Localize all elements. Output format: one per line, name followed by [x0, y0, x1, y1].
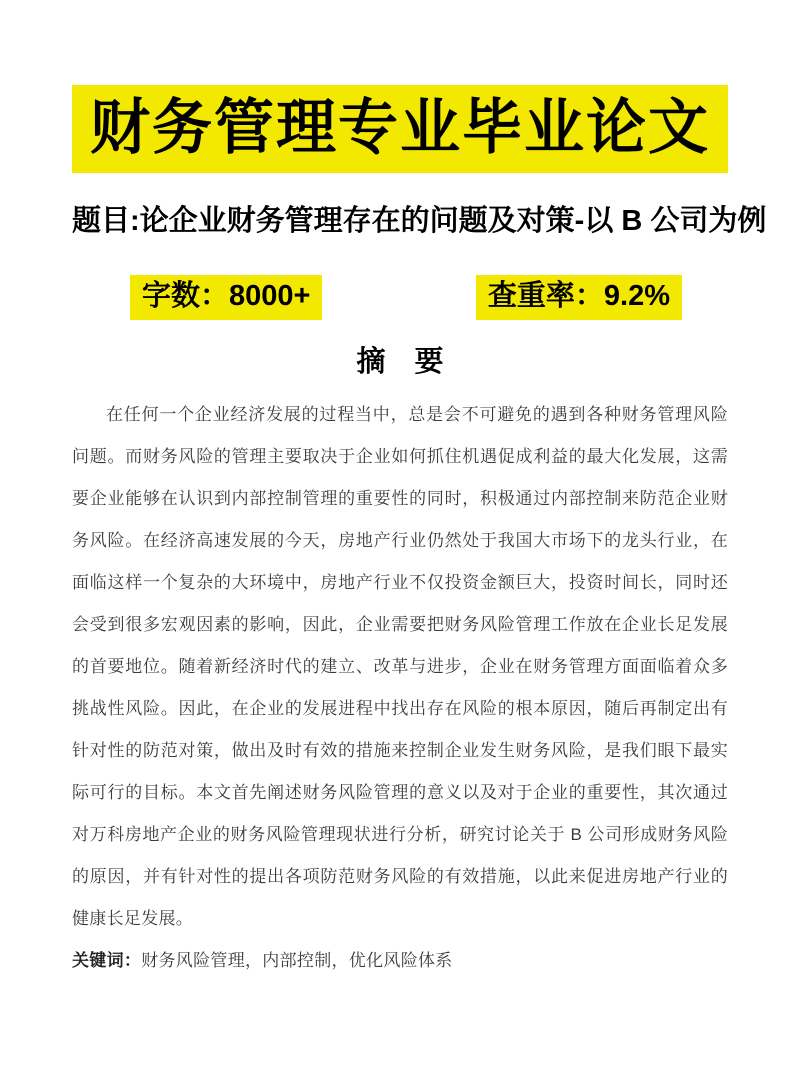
- keywords-text: 财务风险管理，内部控制，优化风险体系: [141, 950, 453, 970]
- keywords-label: 关键词：: [72, 950, 142, 970]
- abstract-paragraph: 在任何一个企业经济发展的过程当中，总是会不可避免的遇到各种财务管理风险问题。而财务风险的管理主要取决于企业如何抓住机遇促成利益的最大化发展，这需要企业能够在认识到内部控制管理的重要性的同时，积极通过内部控制来防范企业财务风险。在经济高速发展的今天，房地产行业仍然处于我国大市场下的龙头行业，在面临这样一个复杂的大环境中，房地产行业不仅投资金额巨大，投资时间长，同时还会受到很多宏观因素的影响，因此，企业需要把财务风险管理工作放在企业长足发展的首要地位。随着新经济时代的建立、改革与进步，企业在财务管理方面面临着众多挑战性风险。因此，在企业的发展进程中找出存在风险的根本原因，随后再制定出有针对性的防范对策，做出及时有效的措施来控制企业发生财务风险，是我们眼下最实际可行的目标。本文首先阐述财务风险管理的意义以及对于企业的重要性，其次通过对万科房地产企业的财务风险管理现状进行分析，研究讨论关于 B 公司形成财务风险的原因，并有针对性的提出各项防范财务风险的有效措施，以此来促进房地产行业的健康长足发展。: [72, 404, 728, 928]
- word-count-badge: 字数：8000+: [130, 275, 322, 320]
- thesis-subtitle: 题目:论企业财务管理存在的问题及对策-以 B 公司为例: [72, 205, 767, 237]
- stats-row: [72, 275, 728, 320]
- duplicate-rate-badge: 查重率：9.2%: [476, 275, 682, 320]
- thesis-title-highlight: 财务管理专业毕业论文: [72, 85, 728, 173]
- abstract-heading: 摘 要: [356, 346, 444, 379]
- keywords-line: [72, 940, 728, 982]
- thesis-title: [72, 85, 728, 173]
